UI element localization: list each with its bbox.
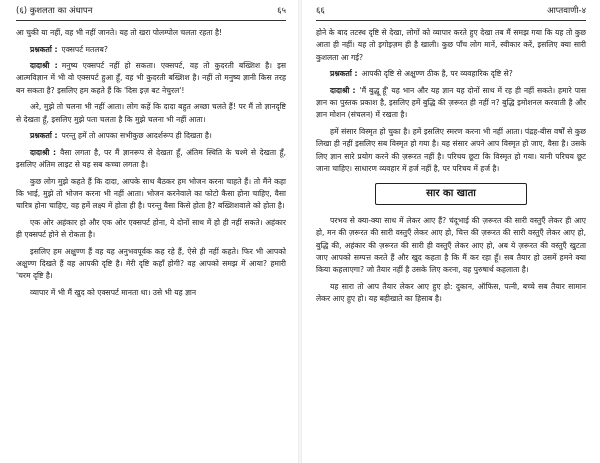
dadashri-label: दादाश्री : (330, 85, 356, 95)
question (16, 44, 286, 56)
dadashri-label: दादाश्री : (30, 61, 58, 71)
paragraph: आ चुकी या नहीं, वह भी नहीं जानते। यह तो खरा पोलम्पोल चलता रहता है! (16, 28, 223, 37)
question (316, 68, 586, 80)
paragraph: इसलिए हम अक्षुण्ण हैं वह यह अनुभवपूर्वक कह रहे हैं, ऐसे ही नहीं कहते। फिर भी आपको अक्षुण्ण दिखते हैं वह आपकी दृष्टि है। मेरी दृष्टि कहाँ होगी? वह आपको समझ में आया? हमारी 'चरम दृष्टि है। (16, 246, 286, 281)
book-gutter (298, 0, 302, 463)
questioner-label: प्रश्नकर्ता : (30, 44, 58, 54)
left-page-number: ६५ (277, 6, 286, 16)
answer (316, 85, 586, 122)
question (16, 130, 286, 142)
answer (16, 60, 286, 97)
right-page-body (316, 27, 586, 306)
paragraph: होने के बाद तटस्थ दृष्टि से देखा, लोगों को व्यापार करते हुए देखा तब मैं समझ गया कि यह तो कुछ आता ही नहीं। यह तो इगोइज़म ही है खाली। कुछ पाँच लोग मानें, स्वीकार करें, इसलिए क्या सारी कुशलता आ गई? (316, 28, 586, 62)
paragraph: कुछ लोग मुझे कहते हैं कि दादा, आपके साथ बैठकर हम भोजन करना चाहते हैं। तो मैंने कहा कि भाई, मुझे तो भोजन करना भी नहीं आता। भोजन करनेवाले का फोटो कैसा होना चाहिए, वैसा चारित्र होना चाहिए, वह हमें लक्ष्य में होता ही है। परन्तु वैसा किसे होता है? बख्शिशवाले को होता है। (16, 176, 286, 211)
section-title: सार का खाता (375, 183, 527, 205)
questioner-label: प्रश्नकर्ता : (330, 69, 358, 79)
paragraph: हमें संसार विस्मृत हो चुका है। हमें इसलिए स्मरण करना भी नहीं आता। पंद्रह-बीस वर्षों से कुछ लिखा ही नहीं इसलिए सब विस्मृत हो गया है। यह संसार अपने आप विस्मृत हो जाए, वैसा है। उसके लिए ज्ञान सारे प्रयोग करने की ज़रूरत नहीं है। परिचय छूटा कि विस्मृत हो गया। यानी परिचय छूट जाना चाहिए। साधारण व्यवहार में हर्ज नहीं है, पर परिचय में हर्ज है। (316, 126, 586, 173)
right-book-title: आप्तवाणी-४ (547, 6, 586, 16)
right-page-number: ६६ (316, 6, 325, 16)
questioner-label: प्रश्नकर्ता : (30, 131, 58, 141)
answer-text: मनुष्य एक्सपर्ट नहीं हो सकता। एक्सपर्ट, वह तो कुदरती बख्शिश है। इस आत्मविज्ञान में भी वो एक्सपर्ट हुआ हूँ, वह भी कुदरती बख्शिश है। नहीं तो मनुष्य ज्ञानी किस तरह बन सकता है? इसलिए हम कहते हैं कि 'दिस इज़ बट नेचुरल'! (16, 61, 286, 95)
left-page-body (16, 27, 286, 299)
paragraph: परभव से क्या-क्या साथ में लेकर आए हैं? चंदूभाई की ज़रूरत की सारी वस्तुएँ लेकर ही आए हो, मन की ज़रूरत की सारी वस्तुएँ लेकर आए हो, चित्त की ज़रूरत की सारी वस्तुएँ लेकर आए हो, बुद्धि की, अहंकार की ज़रूरत की सारी ही वस्तुएँ लेकर आए हो, अब ये ज़रूरत की वस्तुएँ खुटता जाए आपको सम्पत्त करते हैं और खुद कहता है कि मैं कर रहा हूँ। सब तैयार हो उसमें हमने क्या किया कहलाएगा? जो तैयार नहीं है उसके लिए करना, वह पुरुषार्थ कहलाता है। (316, 216, 586, 275)
answer-text: 'मैं बुद्धू हूँ' यह भान और यह ज्ञान यह दोनों साथ में रह ही नहीं सकते। हमारे पास ज्ञान का पुस्तक प्रकाश है, इसलिए हमें बुद्धि की ज़रूरत ही नहीं न? बुद्धि इमोशनल करवाती है और ज्ञान मोशन (संचलन) में रखता है। (316, 85, 586, 120)
left-page (0, 0, 296, 463)
answer (16, 147, 286, 172)
paragraph: अरे, मुझे तो चलना भी नहीं आता। लोग कहें कि दादा बहुत अच्छा चलते हैं! पर मैं तो ज्ञानदृष्टि से देखता हूँ, इसलिए मुझे पता चलता है कि मुझे चलना भी नहीं आता। (16, 102, 286, 124)
question-text: आपकी दृष्टि से अक्षुण्ण ठीक है, पर व्यवहारिक दृष्टि से? (361, 69, 513, 79)
paragraph: एक ओर अहंकार हो और एक ओर एक्सपर्ट होना, ये दोनों साथ में हो ही नहीं सकते। अहंकार ही एक्सपर्ट होने से रोकता है। (16, 217, 286, 240)
paragraph: यह सारा तो आप तैयार लेकर आए हुए हो: दुकान, ऑफिस, पत्नी, बच्चे सब तैयार सामान लेकर आए हुए हो। यह बहीखाते का हिसाब है। (316, 281, 586, 304)
left-page-header (16, 6, 286, 21)
dadashri-label: दादाश्री : (30, 147, 57, 157)
left-chapter-title: (६) कुशलता का अंधापन (16, 6, 93, 16)
question-text: एक्सपर्ट मतलब? (61, 44, 108, 54)
paragraph: व्यापार में भी मैं खुद को एक्सपर्ट मानता था। उसे भी यह ज्ञान (30, 288, 197, 298)
right-page (304, 0, 600, 463)
right-page-header (316, 6, 586, 21)
question-text: परन्तु हमें तो आपका सभीकुछ आदर्शरूप ही दिखता है। (61, 131, 212, 141)
answer-text: वैसा लगता है, पर मैं ज्ञानरूप से देखता हूँ, अंतिम स्थिति के चश्मे से देखता हूँ, इसलिए अंतिम लाइट से यह सब कच्चा लगता है। (16, 147, 286, 170)
